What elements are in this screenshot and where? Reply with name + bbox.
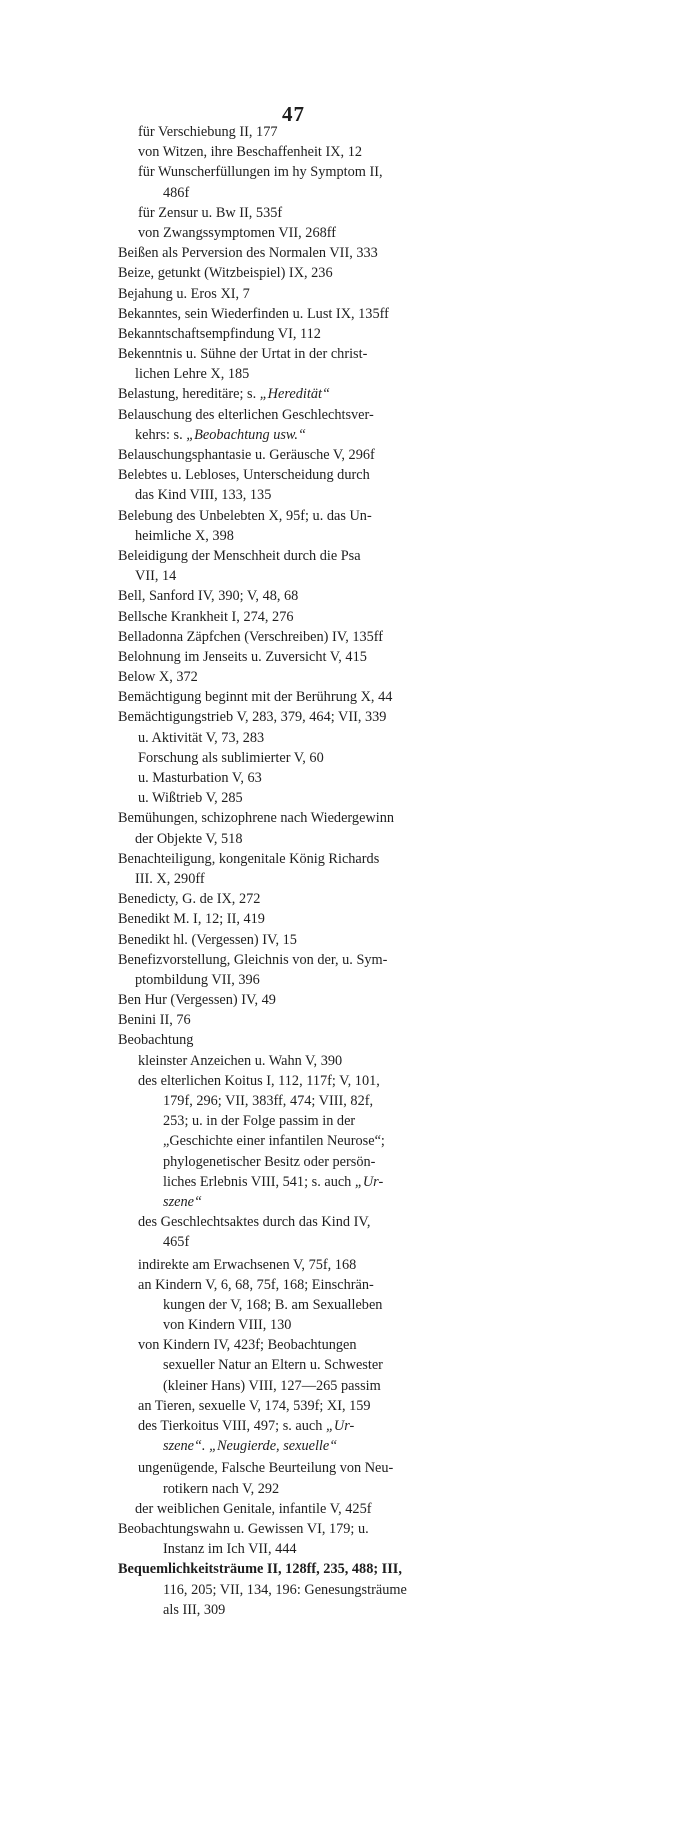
index-line-plain: Ben Hur (Vergessen) IV, 49: [118, 992, 276, 1009]
index-line-plain: Beißen als Perversion des Normalen VII, 333: [118, 245, 378, 262]
index-line-text: [118, 808, 394, 828]
index-line: [0, 1192, 697, 1212]
index-line-text: [118, 889, 260, 909]
index-line-plain: 465f: [163, 1234, 190, 1251]
index-line-plain: für Wunscherfüllungen im hy Symptom II,: [138, 164, 383, 181]
index-line: [0, 243, 697, 263]
index-line: [0, 909, 697, 929]
index-line-plain: kungen der V, 168; B. am Sexualleben: [163, 1296, 383, 1313]
index-line-text: [163, 1152, 375, 1172]
index-line: [0, 849, 697, 869]
index-line-text: [163, 183, 189, 203]
index-line: [0, 990, 697, 1010]
index-line: [0, 1315, 697, 1335]
index-line-plain: (kleiner Hans) VIII, 127—265 passim: [163, 1377, 381, 1394]
index-line: [0, 1091, 697, 1111]
index-line: [0, 768, 697, 788]
index-line-text: [118, 243, 378, 263]
index-line-text: [118, 546, 361, 566]
index-line-plain: indirekte am Erwachsenen V, 75f, 168: [138, 1256, 357, 1273]
index-line-plain: der Objekte V, 518: [135, 830, 243, 847]
index-line-plain: Bekenntnis u. Sühne der Urtat in der christ-: [118, 346, 368, 363]
index-line-text: [163, 1192, 202, 1212]
index-line-text: [138, 1335, 357, 1355]
index-line-text: [138, 768, 262, 788]
index-line-plain: Benedikt M. I, 12; II, 419: [118, 911, 265, 928]
index-line-text: [138, 203, 282, 223]
index-line-text: [138, 223, 336, 243]
index-line: [0, 647, 697, 667]
index-line-text: [118, 324, 321, 344]
index-line: [0, 566, 697, 586]
index-line: [0, 364, 697, 384]
index-line-text: [118, 950, 387, 970]
index-line-plain: des Tierkoitus VIII, 497; s. auch: [138, 1418, 326, 1434]
index-line: [0, 1212, 697, 1232]
index-line-text: [135, 526, 234, 546]
index-line-text: [163, 1580, 407, 1600]
index-line-text: [118, 667, 198, 687]
index-line: [0, 586, 697, 606]
index-line-text: [135, 566, 176, 586]
index-line-plain: Belastung, hereditäre; s.: [118, 386, 260, 403]
index-line-plain: das Kind VIII, 133, 135: [135, 487, 272, 504]
index-line-text: [118, 506, 372, 526]
index-line-text: [118, 1559, 402, 1579]
index-line: [0, 1539, 697, 1559]
index-line: [0, 284, 697, 304]
index-line-plain: Bekanntes, sein Wiederfinden u. Lust IX, 135ff: [118, 305, 389, 322]
index-line-text: [138, 1051, 342, 1071]
index-line-text: [163, 1172, 383, 1192]
index-line: [0, 465, 697, 485]
index-line-text: [138, 1458, 393, 1478]
index-line-plain: kleinster Anzeichen u. Wahn V, 390: [138, 1052, 343, 1069]
index-line: [0, 546, 697, 566]
index-line: [0, 1255, 697, 1275]
index-line: [0, 748, 697, 768]
index-line-plain: Belohnung im Jenseits u. Zuversicht V, 415: [118, 648, 367, 665]
index-line: [0, 1376, 697, 1396]
index-line-plain: Beobachtungswahn u. Gewissen VI, 179; u.: [118, 1520, 369, 1537]
index-line: [0, 384, 697, 404]
index-line-text: [138, 122, 278, 142]
index-line: [0, 1600, 697, 1620]
index-line-text: [135, 485, 271, 505]
index-line-plain: für Verschiebung II, 177: [138, 124, 278, 140]
index-line-plain: Benedicty, G. de IX, 272: [118, 891, 261, 908]
index-line: [0, 425, 697, 445]
index-line: [0, 324, 697, 344]
index-line-plain: Belauschungsphantasie u. Geräusche V, 296f: [118, 447, 375, 463]
index-line-plain: Benefizvorstellung, Gleichnis von der, u. Sym-: [118, 951, 388, 968]
index-line: [0, 183, 697, 203]
index-line-plain: von Zwangssymptomen VII, 268ff: [138, 224, 337, 241]
index-line: [0, 970, 697, 990]
index-line-text: [163, 1539, 297, 1559]
index-line-text: [118, 344, 367, 364]
index-line-text: [118, 384, 330, 404]
index-line: [0, 1275, 697, 1295]
index-line-text: [135, 869, 205, 889]
index-line: [0, 1355, 697, 1375]
index-line: [0, 405, 697, 425]
index-line: [0, 607, 697, 627]
index-line: [0, 263, 697, 283]
index-line-plain: Belebtes u. Lebloses, Unterscheidung durch: [118, 467, 370, 484]
index-line: [0, 506, 697, 526]
index-line-plain: sexueller Natur an Eltern u. Schwester: [163, 1357, 383, 1374]
index-line-plain: Bekanntschaftsempfindung VI, 112: [118, 325, 321, 342]
index-entries: [0, 122, 697, 1620]
index-line-text: [118, 909, 265, 929]
index-line-plain: u. Wißtrieb V, 285: [138, 790, 243, 807]
index-line: [0, 122, 697, 142]
index-line: [0, 344, 697, 364]
index-line-plain: des elterlichen Koitus I, 112, 117f; V, 101,: [138, 1072, 380, 1089]
index-line-plain: an Kindern V, 6, 68, 75f, 168; Einschrän-: [138, 1276, 374, 1293]
index-line-text: [138, 1255, 356, 1275]
index-line-text: [118, 687, 392, 707]
index-line-plain: der weiblichen Genitale, infantile V, 425f: [135, 1500, 372, 1517]
index-line-text: [163, 1479, 279, 1499]
page-number: 47: [282, 102, 305, 126]
index-line-plain: Instanz im Ich VII, 444: [163, 1541, 297, 1558]
index-line-plain: von Witzen, ihre Beschaffenheit IX, 12: [138, 144, 363, 161]
index-line-emphasis: szene“. „Neugierde, sexuelle“: [163, 1438, 338, 1455]
index-line-text: [135, 970, 260, 990]
index-line-plain: Bejahung u. Eros XI, 7: [118, 285, 250, 302]
index-line-plain: Benini II, 76: [118, 1012, 191, 1029]
index-line: [0, 687, 697, 707]
index-line-plain: Beleidigung der Menschheit durch die Psa: [118, 547, 361, 564]
index-line-text: [138, 142, 362, 162]
index-line: [0, 1152, 697, 1172]
index-line-text: [118, 1010, 191, 1030]
index-line-text: [135, 364, 249, 384]
index-line-plain: ptombildung VII, 396: [135, 971, 260, 988]
index-line-text: [138, 748, 324, 768]
index-line-text: [118, 263, 333, 283]
index-line-text: [163, 1091, 373, 1111]
index-line: [0, 707, 697, 727]
index-line: [0, 1580, 697, 1600]
index-line-plain: Belladonna Zäpfchen (Verschreiben) IV, 135ff: [118, 628, 384, 645]
index-line: [0, 485, 697, 505]
index-line-text: [138, 1416, 354, 1436]
index-line-emphasis: szene“: [163, 1193, 202, 1210]
index-line-text: [138, 788, 243, 808]
index-line: [0, 667, 697, 687]
index-line-plain: u. Masturbation V, 63: [138, 770, 262, 786]
index-line: [0, 1416, 697, 1436]
index-line-text: [163, 1295, 382, 1315]
index-line-plain: 116, 205; VII, 134, 196: Genesungsträume: [163, 1581, 407, 1598]
index-line-text: [163, 1315, 291, 1335]
index-line-text: [118, 647, 367, 667]
index-line: [0, 889, 697, 909]
index-line-text: [138, 1396, 371, 1416]
index-line: [0, 1335, 697, 1355]
index-line: [0, 162, 697, 182]
index-line-plain: ungenügende, Falsche Beurteilung von Neu-: [138, 1460, 394, 1477]
index-line: [0, 829, 697, 849]
index-line-plain: von Kindern VIII, 130: [163, 1317, 292, 1334]
index-line: [0, 627, 697, 647]
index-line-text: [118, 304, 389, 324]
index-line-plain: Bemächtigungstrieb V, 283, 379, 464; VII, 339: [118, 709, 387, 726]
index-line: [0, 1172, 697, 1192]
index-line-text: [118, 1519, 369, 1539]
index-line-text: [163, 1355, 383, 1375]
index-line-text: [138, 162, 383, 182]
index-line-plain: für Zensur u. Bw II, 535f: [138, 204, 283, 221]
index-line-text: [118, 465, 370, 485]
index-line-plain: III. X, 290ff: [135, 870, 205, 887]
index-line-text: [163, 1111, 355, 1131]
index-line: [0, 142, 697, 162]
index-line: [0, 223, 697, 243]
index-line: [0, 1519, 697, 1539]
index-line: [0, 1051, 697, 1071]
index-line-text: [138, 1212, 370, 1232]
index-line: [0, 445, 697, 465]
index-line-plain: Belebung des Unbelebten X, 95f; u. das Un-: [118, 507, 372, 524]
index-line-plain: heimliche X, 398: [135, 527, 234, 544]
index-line-text: [163, 1131, 385, 1151]
index-line-text: [118, 405, 374, 425]
index-line: [0, 1131, 697, 1151]
index-line-text: [135, 1499, 372, 1519]
index-line-emphasis: „Ur-: [354, 1173, 384, 1190]
index-line-text: [163, 1376, 381, 1396]
index-line-text: [118, 1030, 193, 1050]
index-line-plain: Belauschung des elterlichen Geschlechtsver-: [118, 406, 374, 423]
index-line-plain: lichen Lehre X, 185: [135, 366, 250, 383]
index-line: [0, 1396, 697, 1416]
index-line-plain: 253; u. in der Folge passim in der: [163, 1113, 356, 1130]
index-line-plain: Bequemlichkeitsträume II, 128ff, 235, 488; III,: [118, 1561, 402, 1578]
index-line-plain: Beobachtung: [118, 1032, 194, 1049]
index-line-text: [118, 607, 294, 627]
index-line-text: [163, 1232, 189, 1252]
index-line-plain: von Kindern IV, 423f; Beobachtungen: [138, 1337, 357, 1354]
index-line-plain: Bemühungen, schizophrene nach Wiedergewinn: [118, 810, 395, 827]
index-line: [0, 950, 697, 970]
index-line-text: [118, 930, 297, 950]
index-line: [0, 869, 697, 889]
index-line-plain: u. Aktivität V, 73, 283: [138, 729, 265, 746]
index-line-plain: Below X, 372: [118, 669, 198, 686]
index-line: [0, 1559, 697, 1579]
index-line-text: [135, 425, 306, 445]
index-line-plain: rotikern nach V, 292: [163, 1480, 280, 1497]
index-line-text: [118, 707, 386, 727]
index-line-text: [118, 284, 250, 304]
index-line: [0, 728, 697, 748]
index-line: [0, 1436, 697, 1456]
index-line: [0, 1499, 697, 1519]
index-line-text: [118, 849, 379, 869]
index-line: [0, 1232, 697, 1252]
index-line-text: [163, 1436, 337, 1456]
index-line-text: [138, 728, 264, 748]
index-line: [0, 788, 697, 808]
index-line-plain: Benachteiligung, kongenitale König Richards: [118, 850, 380, 867]
index-line-plain: Benedikt hl. (Vergessen) IV, 15: [118, 931, 297, 948]
index-line-plain: als III, 309: [163, 1601, 226, 1618]
index-line-plain: 179f, 296; VII, 383ff, 474; VIII, 82f,: [163, 1093, 374, 1109]
index-line: [0, 1111, 697, 1131]
index-line: [0, 1071, 697, 1091]
index-line-plain: Bell, Sanford IV, 390; V, 48, 68: [118, 588, 299, 605]
index-line-plain: phylogenetischer Besitz oder persön-: [163, 1153, 376, 1170]
index-line-plain: 486f: [163, 184, 190, 201]
index-line-text: [163, 1600, 225, 1620]
index-line-plain: VII, 14: [135, 568, 177, 585]
index-line-text: [118, 627, 383, 647]
index-line-plain: Beize, getunkt (Witzbeispiel) IX, 236: [118, 265, 333, 282]
index-line: [0, 1295, 697, 1315]
index-line-emphasis: „Beobachtung usw.“: [186, 426, 306, 443]
index-line: [0, 808, 697, 828]
index-line-plain: des Geschlechtsaktes durch das Kind IV,: [138, 1214, 371, 1231]
index-line-text: [118, 445, 375, 465]
index-line-plain: Bemächtigung beginnt mit der Berührung X, 44: [118, 689, 393, 706]
index-line-plain: Forschung als sublimierter V, 60: [138, 749, 324, 766]
index-line-emphasis: „Heredität“: [259, 386, 330, 403]
index-line-text: [118, 990, 276, 1010]
index-line: [0, 1030, 697, 1050]
index-line: [0, 1010, 697, 1030]
index-line-text: [138, 1071, 380, 1091]
index-line-plain: „Geschichte einer infantilen Neurose“;: [163, 1133, 385, 1150]
index-line: [0, 1458, 697, 1478]
index-line-plain: Bellsche Krankheit I, 274, 276: [118, 608, 294, 625]
index-line-text: [138, 1275, 374, 1295]
index-line-plain: liches Erlebnis VIII, 541; s. auch: [163, 1173, 355, 1190]
index-line-emphasis: „Ur-: [325, 1418, 355, 1434]
index-line-text: [135, 829, 242, 849]
index-line: [0, 930, 697, 950]
index-line: [0, 304, 697, 324]
index-line-plain: kehrs: s.: [135, 426, 187, 443]
index-line: [0, 526, 697, 546]
index-line-plain: an Tieren, sexuelle V, 174, 539f; XI, 159: [138, 1397, 371, 1414]
index-line: [0, 1479, 697, 1499]
index-line: [0, 203, 697, 223]
index-line-text: [118, 586, 298, 606]
